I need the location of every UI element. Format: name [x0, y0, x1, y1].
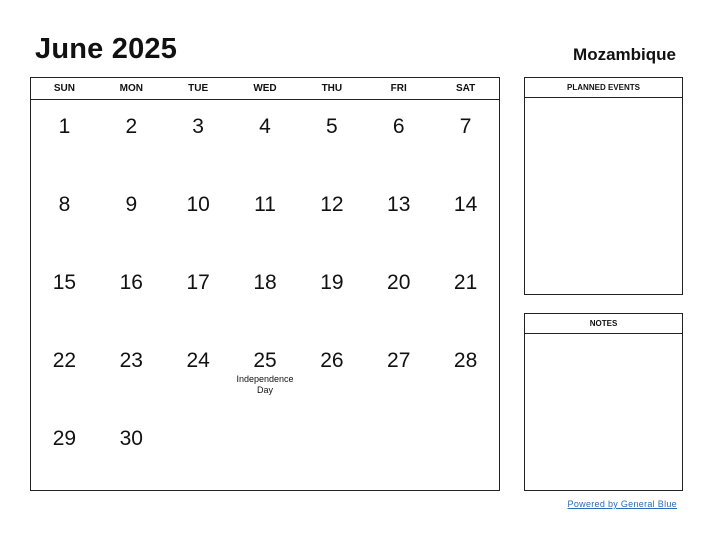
day-cell: [432, 334, 499, 412]
day-number: 30: [119, 427, 143, 450]
day-cell: [232, 100, 299, 178]
day-cell: [165, 100, 232, 178]
day-cell: [98, 256, 165, 334]
weekday-fri: FRI: [390, 83, 407, 94]
holiday-label: Independence Day: [236, 374, 294, 395]
planned-events-box: [524, 77, 683, 295]
weekday-thu: THU: [321, 83, 343, 94]
day-number: 11: [254, 193, 276, 216]
day-number: 4: [259, 115, 271, 138]
day-number: 13: [387, 193, 411, 216]
day-number: 5: [326, 115, 338, 138]
day-number: 23: [119, 349, 143, 372]
day-number: 22: [52, 349, 77, 372]
week-row: [31, 100, 499, 178]
day-cell: [165, 412, 232, 490]
weekday-sat: SAT: [455, 83, 476, 94]
day-cell: [31, 178, 98, 256]
day-cell: [365, 178, 432, 256]
day-number: 1: [58, 115, 71, 138]
day-cell: [98, 334, 165, 412]
week-row: [31, 178, 499, 256]
day-cell: [298, 178, 365, 256]
day-number: 24: [186, 349, 210, 372]
day-number: 10: [186, 193, 210, 216]
weekday-header-row: [31, 78, 499, 100]
day-cell: [365, 412, 432, 490]
day-number: 16: [119, 271, 143, 294]
day-cell: [232, 412, 299, 490]
day-cell: [365, 256, 432, 334]
powered-by-link[interactable]: Powered by General Blue: [567, 499, 677, 509]
page-title: June 2025: [35, 33, 178, 65]
day-cell: [232, 334, 299, 412]
day-cell: [232, 256, 299, 334]
country-label: Mozambique: [573, 45, 676, 64]
notes-box: [524, 313, 683, 491]
day-number: 27: [387, 349, 411, 372]
weekday-mon: MON: [119, 83, 143, 94]
planned-events-header: PLANNED EVENTS: [525, 78, 682, 98]
day-cell: [31, 412, 98, 490]
weekday-wed: WED: [253, 83, 277, 94]
day-number: 29: [52, 427, 77, 450]
weekday-tue: TUE: [188, 83, 209, 94]
day-cell: [31, 334, 98, 412]
day-number: 12: [320, 193, 344, 216]
day-cell: [432, 100, 499, 178]
day-cell: [298, 256, 365, 334]
day-number: 26: [320, 349, 344, 372]
day-number: 9: [125, 193, 138, 216]
day-cell: [165, 256, 232, 334]
day-cell: [298, 412, 365, 490]
day-number: 17: [186, 271, 210, 294]
day-cell: [365, 100, 432, 178]
day-cell: [432, 256, 499, 334]
day-cell: [165, 178, 232, 256]
notes-header: NOTES: [525, 314, 682, 334]
day-cell: [298, 334, 365, 412]
day-number: 28: [453, 349, 478, 372]
day-cell: [98, 178, 165, 256]
day-number: 14: [453, 193, 478, 216]
day-number: 20: [387, 271, 411, 294]
day-cell: [432, 412, 499, 490]
day-number: 21: [453, 271, 478, 294]
day-number: 7: [459, 115, 472, 138]
weeks-container: [31, 100, 499, 490]
day-cell: [165, 334, 232, 412]
week-row: [31, 334, 499, 412]
day-number: 3: [192, 115, 204, 138]
day-cell: [232, 178, 299, 256]
day-number: 15: [52, 271, 77, 294]
day-number: 18: [253, 271, 277, 294]
day-cell: [31, 100, 98, 178]
day-number: 6: [392, 115, 405, 138]
day-number: 2: [125, 115, 138, 138]
day-cell: [98, 412, 165, 490]
day-cell: [98, 100, 165, 178]
week-row: [31, 412, 499, 490]
week-row: [31, 256, 499, 334]
day-cell: [298, 100, 365, 178]
day-number: 19: [320, 271, 344, 294]
weekday-sun: SUN: [53, 83, 75, 94]
day-number: 8: [58, 193, 71, 216]
calendar-grid: [30, 77, 500, 491]
day-cell: [432, 178, 499, 256]
day-cell: [365, 334, 432, 412]
day-cell: [31, 256, 98, 334]
day-number: 25: [253, 349, 277, 372]
